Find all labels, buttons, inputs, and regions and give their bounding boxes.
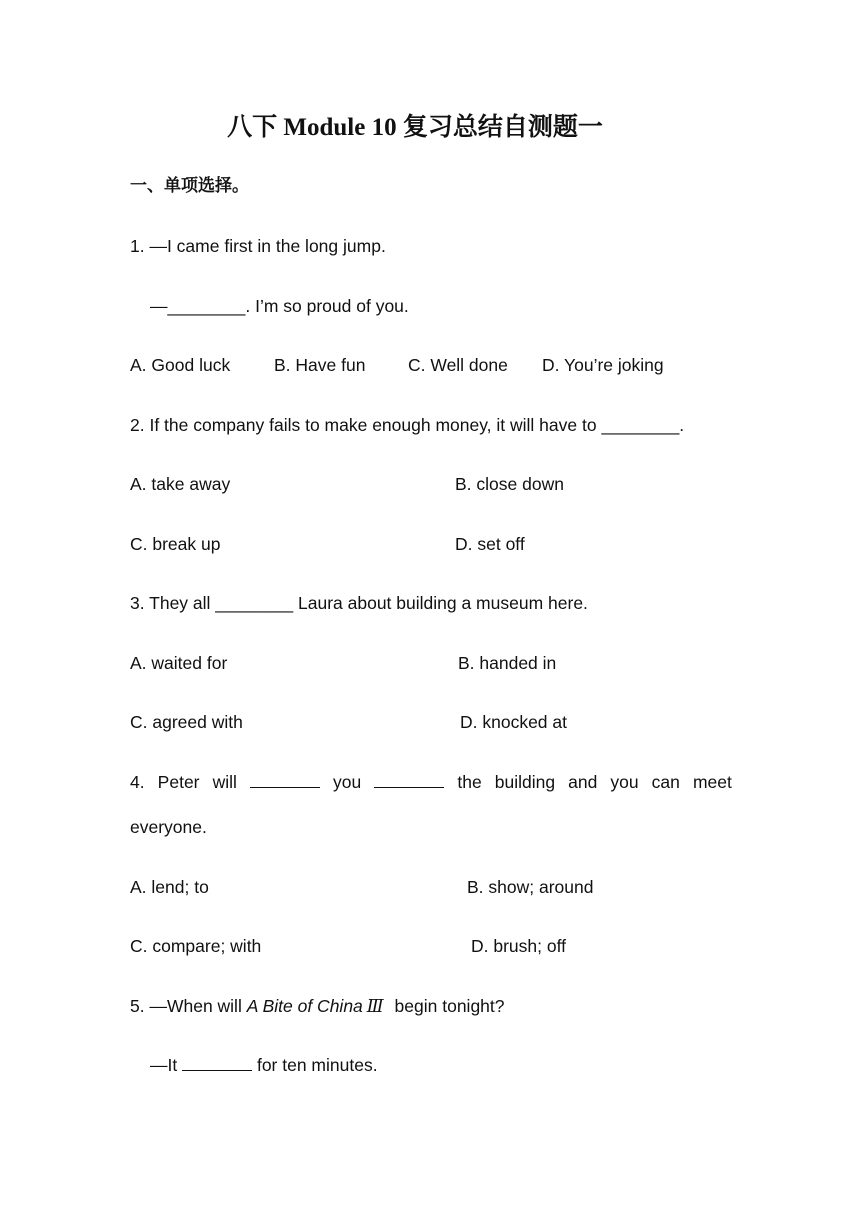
answer-blank — [250, 770, 320, 788]
page-title: 八下 Module 10 复习总结自测题一 — [227, 114, 603, 141]
question-3-option-c: C. agreed with — [130, 712, 243, 732]
question-4-option-a: A. lend; to — [130, 877, 209, 897]
stem-word: and — [568, 772, 598, 792]
stem-word: you — [610, 772, 639, 792]
answer-blank — [374, 770, 444, 788]
stem-word: 4. — [130, 772, 145, 792]
stem-word: you — [333, 772, 362, 792]
question-2-option-c: C. break up — [130, 534, 221, 554]
roman-numeral: Ⅲ — [366, 996, 384, 1016]
question-3-option-d: D. knocked at — [460, 712, 567, 732]
question-4-option-b: B. show; around — [467, 877, 594, 897]
stem-text: —It — [150, 1055, 183, 1075]
program-title: A Bite of China — [246, 996, 363, 1016]
stem-word: will — [212, 772, 237, 792]
question-1-option-d: D. You’re joking — [542, 355, 664, 375]
question-1-reply: —________. I’m so proud of you. — [150, 296, 409, 316]
stem-word: Peter — [157, 772, 200, 792]
question-1-stem: 1. —I came first in the long jump. — [130, 236, 386, 256]
stem-text: 5. —When will — [130, 996, 247, 1016]
question-4-option-c: C. compare; with — [130, 936, 262, 956]
stem-word: building — [494, 772, 556, 792]
answer-blank — [182, 1053, 252, 1071]
question-5-reply — [150, 1053, 378, 1077]
stem-word: meet — [692, 772, 732, 792]
stem-word: the — [457, 772, 482, 792]
question-5-stem — [130, 994, 505, 1018]
stem-text: for ten minutes. — [252, 1055, 378, 1075]
question-2-stem: 2. If the company fails to make enough money, it will have to ________. — [130, 415, 685, 435]
question-3-option-b: B. handed in — [458, 653, 557, 673]
question-2-option-a: A. take away — [130, 474, 231, 494]
question-4-option-d: D. brush; off — [471, 936, 567, 956]
stem-word: can — [651, 772, 680, 792]
question-1-option-b: B. Have fun — [274, 355, 366, 375]
question-4-stem — [130, 770, 732, 794]
question-1-option-c: C. Well done — [408, 355, 508, 375]
question-2-option-d: D. set off — [455, 534, 525, 554]
section-heading: 一、单项选择。 — [130, 176, 249, 196]
question-3-option-a: A. waited for — [130, 653, 228, 673]
stem-text: begin tonight? — [389, 996, 505, 1016]
question-4-stem-line2: everyone. — [130, 817, 207, 837]
question-1-option-a: A. Good luck — [130, 355, 231, 375]
question-3-stem: 3. They all ________ Laura about building a museum here. — [130, 593, 588, 613]
question-2-option-b: B. close down — [455, 474, 564, 494]
